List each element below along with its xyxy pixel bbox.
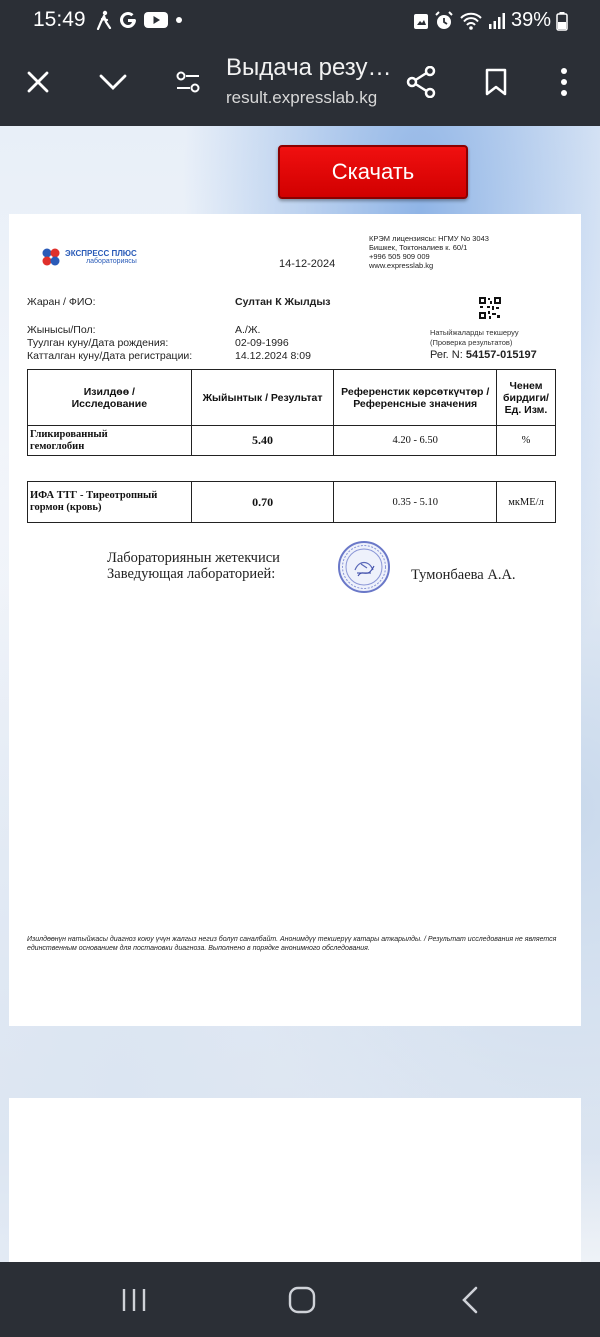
address-line: Бишкек, Токтоналиев к. 60/1 bbox=[369, 243, 468, 252]
head-title-line-2: Заведующая лабораторией: bbox=[107, 566, 276, 582]
page-url[interactable]: result.expresslab.kg bbox=[226, 88, 378, 107]
header-reference: Референстик көрсөткүчтөр / Референсные значения bbox=[334, 370, 497, 426]
reg-date-value: 14.12.2024 8:09 bbox=[235, 350, 311, 362]
page-title: Выдача резу… bbox=[226, 54, 392, 81]
chevron-down-icon bbox=[99, 73, 127, 91]
results-check bbox=[430, 328, 519, 348]
home-button[interactable] bbox=[280, 1282, 324, 1318]
head-title-line-1: Лабораториянын жетекчиси bbox=[107, 550, 280, 566]
recents-button[interactable] bbox=[112, 1282, 156, 1318]
next-page-sheet bbox=[9, 1098, 581, 1262]
status-right-icons bbox=[413, 9, 568, 32]
walk-icon bbox=[96, 10, 112, 30]
custom-tab-toolbar bbox=[0, 40, 600, 126]
minimize-button[interactable] bbox=[91, 60, 135, 104]
bookmark-button[interactable] bbox=[474, 60, 518, 104]
photo-icon bbox=[413, 11, 429, 31]
youtube-icon bbox=[144, 11, 168, 29]
qr-code-icon[interactable] bbox=[479, 297, 501, 319]
more-icon bbox=[560, 68, 568, 96]
reg-number: 54157-015197 bbox=[465, 349, 537, 361]
battery-icon bbox=[556, 11, 568, 31]
lab-subtitle: лабораториясы bbox=[86, 257, 137, 265]
result-document bbox=[9, 214, 581, 1026]
check-line-1: Натыйжаларды текшеруу bbox=[430, 328, 519, 337]
dob-value: 02-09-1996 bbox=[235, 337, 289, 349]
test-result: 5.40 bbox=[191, 426, 334, 456]
header-result: Жыйынтык / Результат bbox=[191, 370, 334, 426]
bookmark-icon bbox=[485, 68, 507, 96]
results-table-2 bbox=[27, 481, 556, 523]
back-button[interactable] bbox=[448, 1282, 492, 1318]
test-reference: 0.35 - 5.10 bbox=[334, 482, 497, 523]
table-row bbox=[28, 482, 556, 523]
status-bar bbox=[0, 0, 600, 40]
test-name: Гликированный гемоглобин bbox=[28, 426, 192, 456]
battery-percent: 39% bbox=[510, 9, 551, 31]
sex-value: А./Ж. bbox=[235, 324, 261, 336]
header-test: Изилдөө / Исследование bbox=[28, 370, 192, 426]
head-of-lab-title bbox=[107, 550, 280, 582]
status-left-icons bbox=[96, 10, 184, 30]
seal-stamp-icon bbox=[337, 540, 391, 594]
website-line: www.expresslab.kg bbox=[369, 261, 434, 270]
home-icon bbox=[288, 1286, 316, 1314]
share-button[interactable] bbox=[399, 60, 443, 104]
signal-icon bbox=[488, 11, 506, 31]
phone-line: +996 505 909 009 bbox=[369, 252, 430, 261]
test-reference: 4.20 - 6.50 bbox=[334, 426, 497, 456]
license-line: КРЭМ лицензиясы: НГМУ No 3043 bbox=[369, 234, 489, 243]
back-icon bbox=[461, 1286, 479, 1314]
patient-label: Жаран / ФИО: bbox=[27, 296, 96, 308]
registration-number bbox=[430, 349, 537, 361]
report-date: 14-12-2024 bbox=[279, 258, 336, 270]
google-icon bbox=[118, 10, 138, 30]
test-unit: мкМЕ/л bbox=[497, 482, 556, 523]
lab-logo bbox=[41, 247, 137, 267]
head-of-lab-name: Тумонбаева А.А. bbox=[411, 567, 516, 583]
dob-label: Туулган куну/Дата рождения: bbox=[27, 337, 169, 349]
alarm-icon bbox=[434, 11, 454, 31]
more-options-button[interactable] bbox=[542, 60, 586, 104]
table-row bbox=[28, 426, 556, 456]
sex-label: Жынысы/Пол: bbox=[27, 324, 96, 336]
reg-date-label: Катталган куну/Дата регистрации: bbox=[27, 350, 193, 362]
dot-icon bbox=[174, 15, 184, 25]
disclaimer-text: Изилдөөнүн натыйжасы диагноз коюу үчүн жалгыз негиз болуп саналбайт. Анонимдүү текшерүү катары аткарылды. / Результат исследования не является единственным основанием для постановки диагноза. Выполнено в порядке анонимного обследования. bbox=[27, 936, 557, 952]
test-result: 0.70 bbox=[191, 482, 334, 523]
close-icon bbox=[26, 70, 50, 94]
status-time: 15:49 bbox=[33, 8, 86, 31]
share-icon bbox=[406, 66, 436, 98]
header-unit: Ченем бирдиги/ Ед. Изм. bbox=[497, 370, 556, 426]
test-unit: % bbox=[497, 426, 556, 456]
results-table bbox=[27, 369, 556, 456]
system-nav-bar bbox=[0, 1262, 600, 1337]
lab-name: ЭКСПРЕСС ПЛЮС bbox=[65, 248, 137, 258]
page-settings-icon bbox=[175, 70, 201, 94]
license-info bbox=[369, 234, 489, 270]
patient-name: Султан К Жылдыз bbox=[235, 296, 331, 308]
test-name: ИФА ТТГ - Тиреотропный гормон (кровь) bbox=[28, 482, 192, 523]
lab-logo-icon bbox=[41, 247, 61, 267]
page-settings-button[interactable] bbox=[166, 60, 210, 104]
table-header-row bbox=[28, 370, 556, 426]
recents-icon bbox=[121, 1288, 147, 1312]
download-button[interactable]: Скачать bbox=[278, 145, 468, 199]
wifi-icon bbox=[459, 11, 483, 31]
web-page[interactable] bbox=[0, 126, 600, 1262]
check-line-2: (Проверка результатов) bbox=[430, 338, 513, 347]
close-button[interactable] bbox=[16, 60, 60, 104]
reg-label: Рег. N: bbox=[430, 349, 463, 361]
